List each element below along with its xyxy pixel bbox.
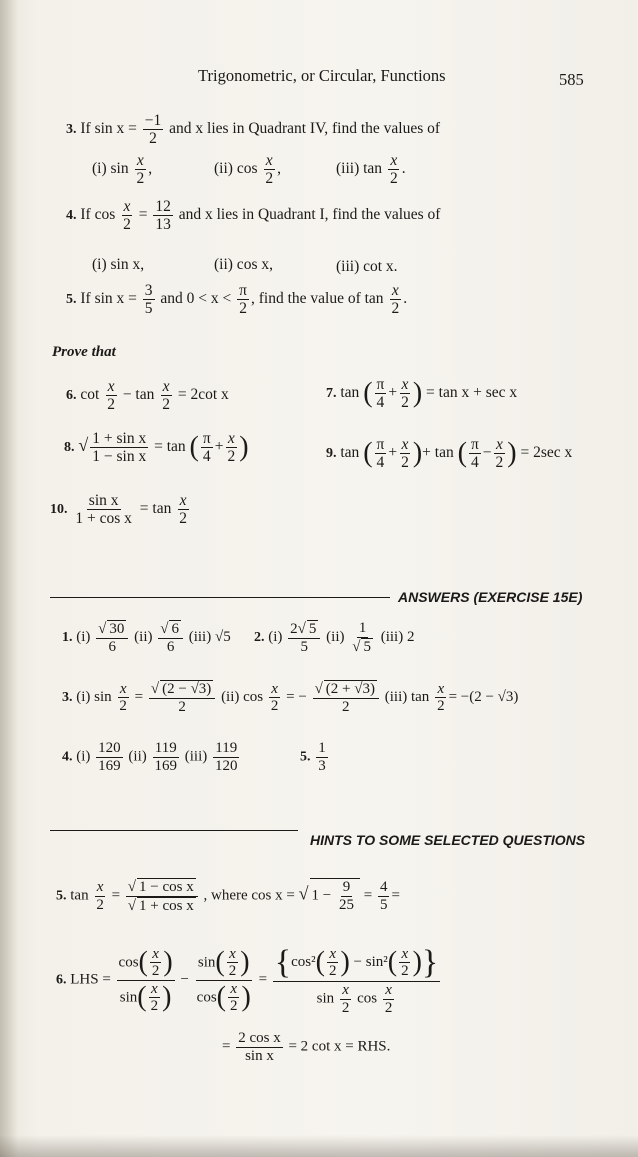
hints-divider [50, 830, 298, 831]
hint-6: 6. LHS = cos( $\frac{x}{2}$ ) sin( $\frac{x}{2}$ ) − sin( $\frac{x}{2}$ ) cos( $\frac{x}{2}$ ) = {cos²( $\frac{x}{2}$ ) − sin²( $\frac{x}{2}$ )} sin $\frac{x}{2}$ cos $\frac{x}{2}$ [56, 944, 439, 1016]
running-header: Trigonometric, or Circular, Functions [198, 66, 446, 85]
question-number: 3. [66, 122, 77, 138]
proof-7: 7. tan ( $\frac{\pi}{4}$ + $\frac{x}{2}$ ) = tan x + sec x [326, 376, 518, 412]
answer-3: 3. (i) sin $\frac{x}{2}$ = $\frac{√ (2 - √3)}{2}$ (ii) cos $\frac{x}{2}$ = − $\frac{√ (2 + √3)}{2}$ (iii) tan $\frac{x}{2}$ = −(2 − √3) [62, 680, 519, 715]
hint-6-final: = $\frac{\text{2 cos x}}{\text{sin x}}$ = 2 cot x = RHS. [222, 1030, 391, 1064]
page-bottom-shadow [0, 1135, 638, 1157]
answer-1: 1. (i) $\frac{√ 30}{6}$ (ii) $\frac{√ 6}{6}$ (iii) √5 [62, 621, 231, 655]
question-text: If sin x = [80, 120, 137, 138]
page-number: 585 [559, 70, 584, 89]
question-3-part-i: (i) sin $\frac{x}{2}$ , [92, 152, 153, 188]
question-5: 5. If sin x = $\frac{3}{5}$ and 0 < x < $\frac{\pi}{2}$ , find the value of tan $\frac{x}{2}$ . [66, 282, 408, 318]
answer-2: 2. (i) $\frac{2√ 5}{5}$ (ii) $\frac{1}{√ 5}$ (iii) 2 [254, 620, 415, 655]
answers-divider [50, 597, 390, 598]
answers-heading: ANSWERS (EXERCISE 15E) [398, 589, 583, 605]
fraction: $\frac{-1}{2}$ [144, 112, 162, 148]
question-4-part-i: (i) sin x, [92, 256, 145, 273]
question-3-part-iii: (iii) tan $\frac{x}{2}$ . [336, 152, 406, 188]
prove-that-heading: Prove that [52, 344, 116, 360]
answer-4: 4. (i) $\frac{120}{169}$ (ii) $\frac{119}{169}$ (iii) $\frac{119}{120}$ [62, 740, 238, 774]
proof-6: 6. cot $\frac{x}{2}$ − tan $\frac{x}{2}$ = 2cot x [66, 378, 229, 414]
proof-9: 9. tan ( $\frac{\pi}{4}$ + $\frac{x}{2}$ )+ tan ( $\frac{\pi}{4}$ − $\frac{x}{2}$ ) = 2sec x [326, 436, 573, 472]
answer-5: 5. $\frac{1}{3}$ [300, 740, 326, 774]
question-text: and x lies in Quadrant IV, find the values of [169, 120, 441, 138]
hints-heading: HINTS TO SOME SELECTED QUESTIONS [310, 832, 586, 848]
question-4: 4. If cos $\frac{x}{2}$ = $\frac{12}{13}$ and x lies in Quadrant I, find the values of [66, 198, 441, 234]
binding-shadow [0, 0, 18, 1157]
question-4-part-iii: (iii) cot x. [336, 258, 398, 275]
question-3-part-ii: (ii) cos $\frac{x}{2}$ , [214, 152, 281, 188]
question-4-part-ii: (ii) cos x, [214, 256, 273, 273]
proof-10: 10. $\frac{\text{sin x}}{\text{1 + cos x}}$ = tan $\frac{x}{2}$ [50, 492, 187, 528]
proof-8: 8. √ $\frac{\text{1 + sin x}}{\text{1 − sin x}}$ = tan ( $\frac{\pi}{4}$ + $\frac{x}{2}$ ) [64, 430, 249, 466]
hint-5: 5. tan $\frac{x}{2}$ = $\frac{\text{√ 1 − cos x}}{\text{√ 1 + cos x}}$ , where cos x = √ 1 − $\frac{9}{25}$ = $\frac{4}{5}$ = [56, 879, 400, 914]
question-3 [66, 112, 440, 147]
